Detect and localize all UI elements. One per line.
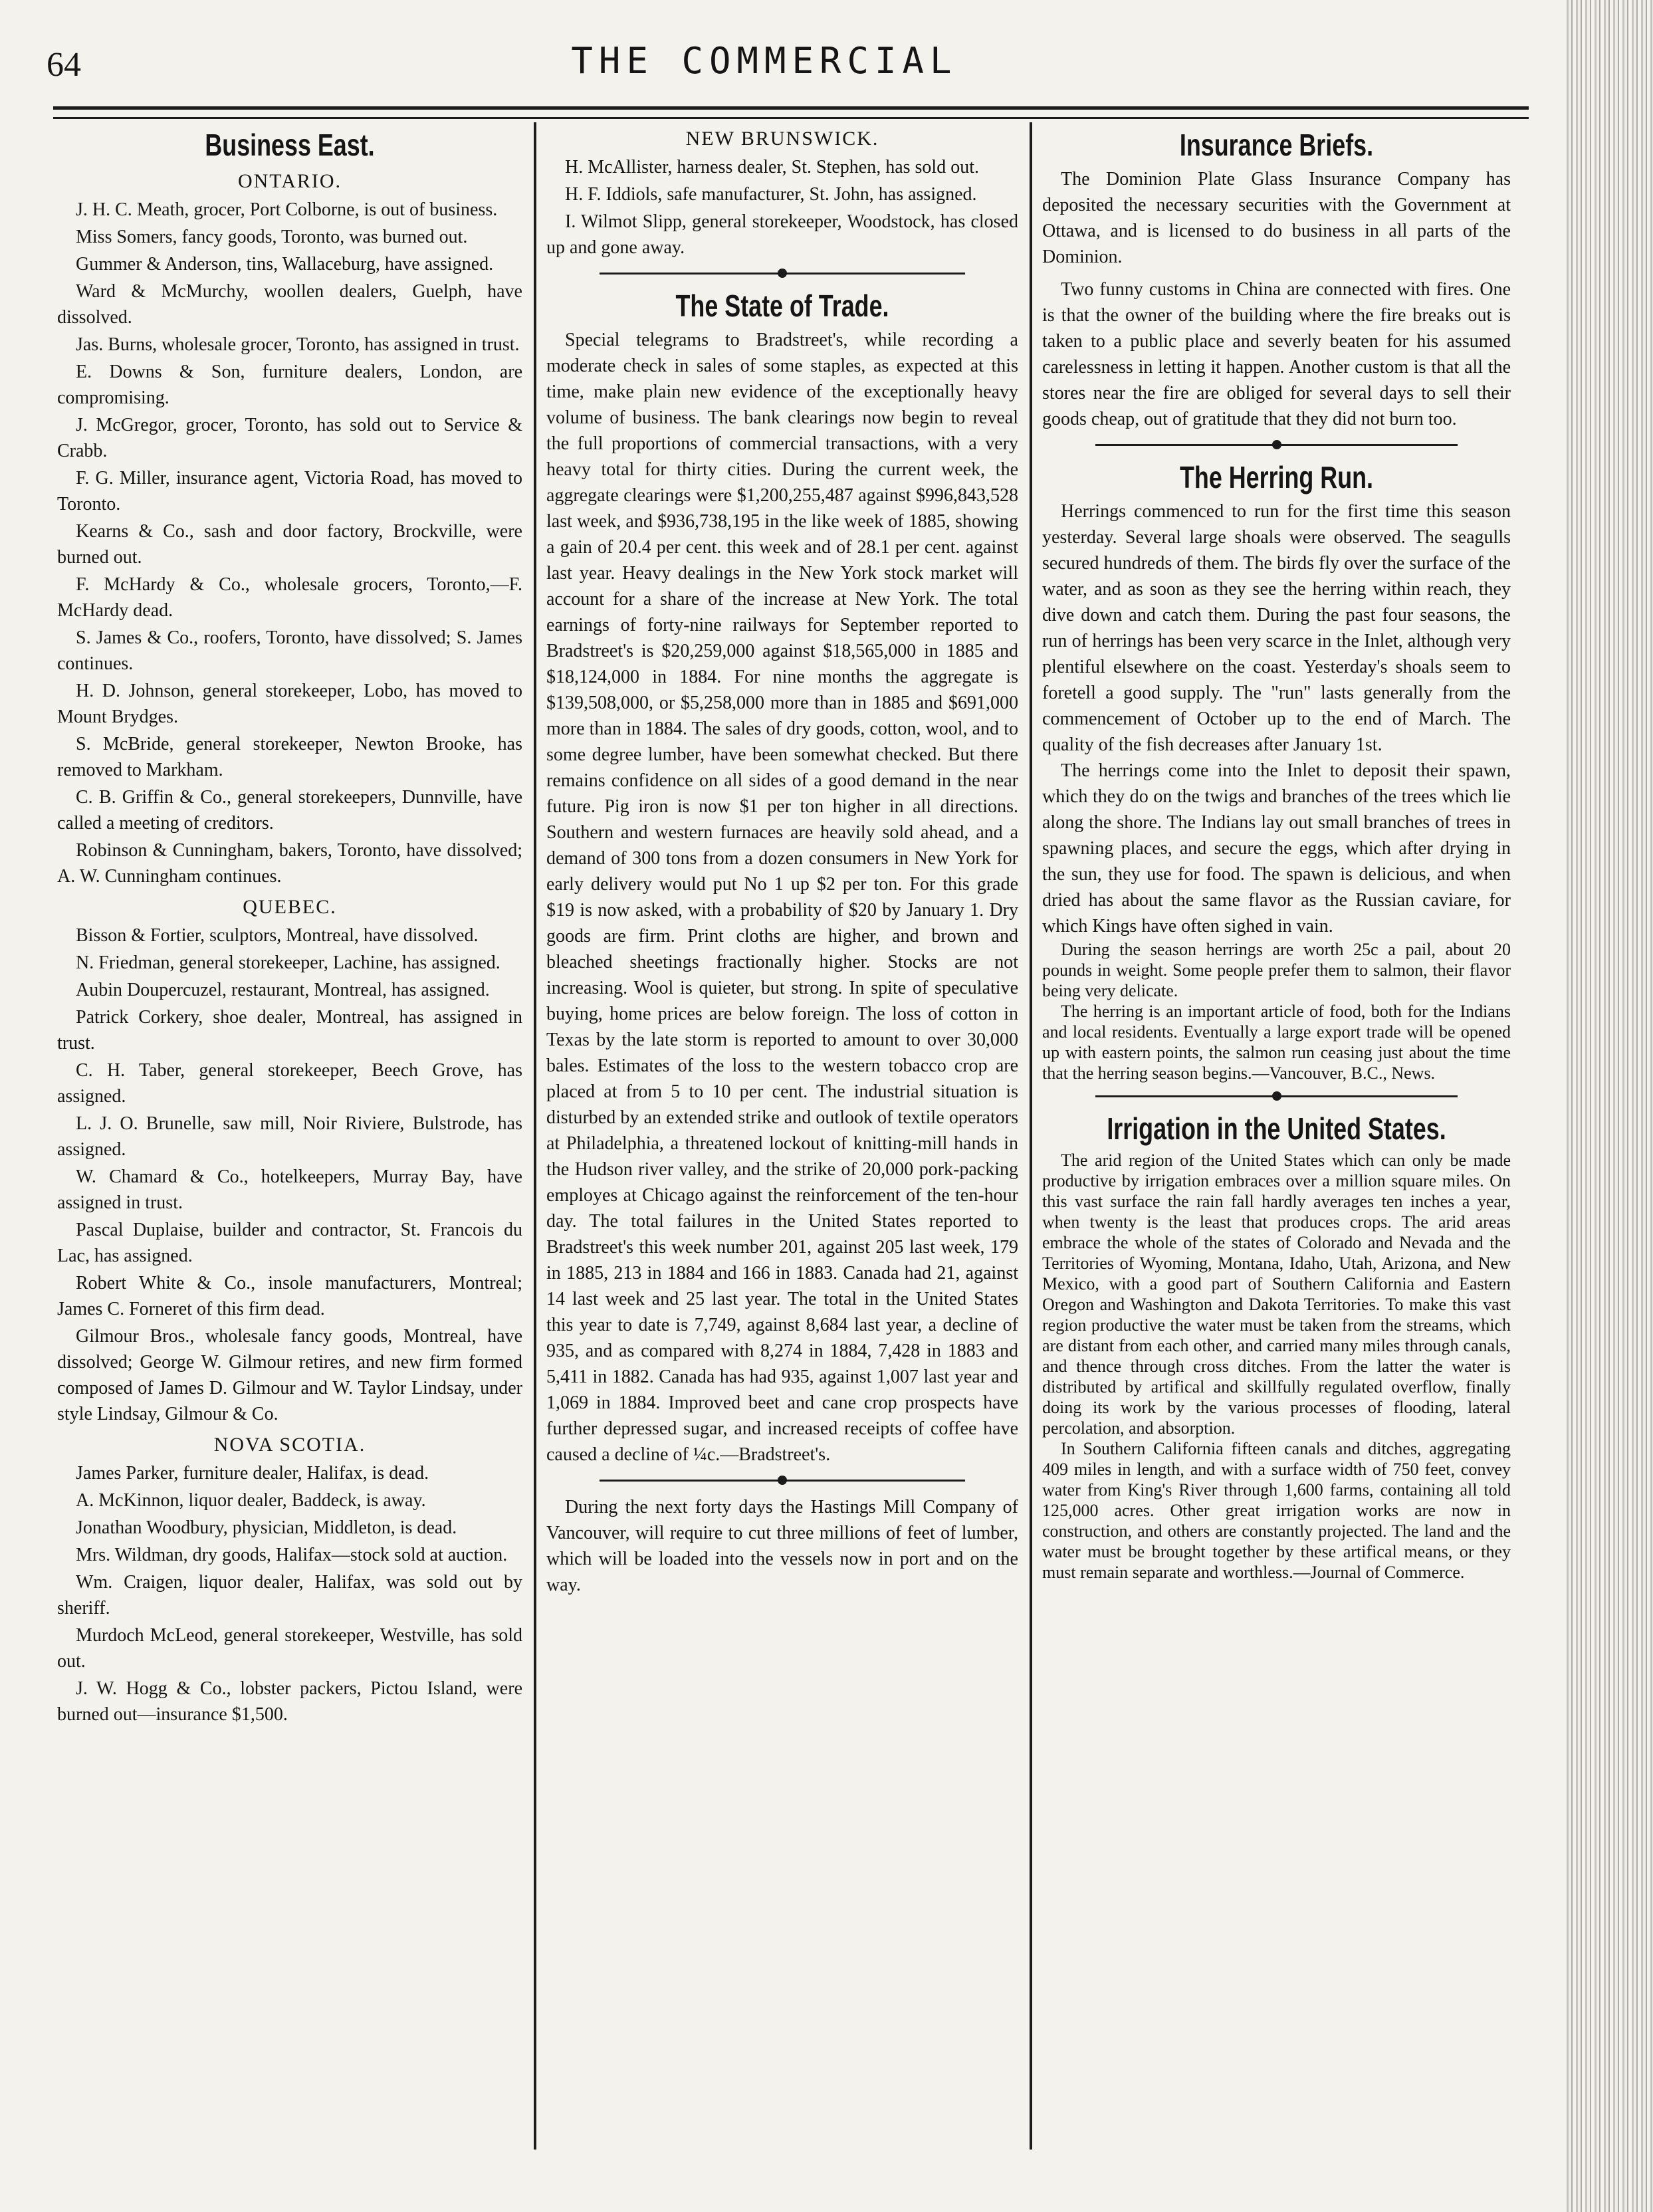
business-item: Aubin Doupercuzel, restaurant, Montreal, has assigned. [76, 980, 490, 1000]
new-brunswick-subheading: NEW BRUNSWICK. [685, 128, 879, 150]
business-item: Robinson & Cunningham, bakers, Toronto, have dissolved; A. W. Cunningham continues. [57, 840, 522, 887]
business-item: Wm. Craigen, liquor dealer, Halifax, was sold out by sheriff. [57, 1572, 522, 1618]
column-rule-right [1030, 122, 1032, 2150]
business-item: L. J. O. Brunelle, saw mill, Noir Riviere, Bulstrode, has assigned. [57, 1113, 522, 1160]
business-item: F. G. Miller, insurance agent, Victoria Road, has moved to Toronto. [57, 468, 522, 514]
herring-paragraph: The herrings come into the Inlet to deposit their spawn, which they do on the twigs and branches of the trees which lie along the shore. The Indians lay out small branches of trees in spawning places, and secure the eggs, which after drying in the sun, they use for food. The spawn is delicious, and when dried has about the same flavor as the Russian caviare, for which Kings have often sighed in vain. [1042, 760, 1511, 937]
business-item: A. McKinnon, liquor dealer, Baddeck, is away. [76, 1490, 426, 1511]
section-divider [600, 1472, 965, 1490]
business-item: Miss Somers, fancy goods, Toronto, was burned out. [76, 227, 468, 247]
business-item: Jonathan Woodbury, physician, Middleton, is dead. [76, 1517, 457, 1538]
business-item: H. McAllister, harness dealer, St. Stephen, has sold out. [565, 157, 979, 177]
business-item: C. H. Taber, general storekeeper, Beech Grove, has assigned. [57, 1060, 522, 1107]
column-trade [546, 126, 1018, 1598]
business-item: Patrick Corkery, shoe dealer, Montreal, has assigned in trust. [57, 1007, 522, 1053]
ontario-subheading: ONTARIO. [237, 170, 342, 192]
irrigation-heading: Irrigation in the United States. [1107, 1111, 1446, 1146]
column-briefs [1042, 126, 1511, 1583]
business-item: J. H. C. Meath, grocer, Port Colborne, is out of business. [76, 199, 498, 220]
business-item: H. F. Iddiols, safe manufacturer, St. John, has assigned. [565, 184, 977, 205]
hastings-mill-paragraph: During the next forty days the Hastings Mill Company of Vancouver, will require to cut three millions of feet of lumber, which will be loaded into the vessels now in port and on the way. [546, 1497, 1018, 1595]
business-item: James Parker, furniture dealer, Halifax, is dead. [76, 1463, 429, 1484]
business-item: F. McHardy & Co., wholesale grocers, Toronto,—F. McHardy dead. [57, 574, 522, 621]
scan-edge-texture [1567, 0, 1653, 2212]
insurance-briefs-heading: Insurance Briefs. [1179, 128, 1374, 162]
business-item: Murdoch McLeod, general storekeeper, Westville, has sold out. [57, 1625, 522, 1672]
business-item: Ward & McMurchy, woollen dealers, Guelph, have dissolved. [57, 281, 522, 328]
section-divider [1095, 1087, 1458, 1106]
business-item: J. W. Hogg & Co., lobster packers, Pictou Island, were burned out—insurance $1,500. [57, 1678, 522, 1725]
insurance-paragraph: The Dominion Plate Glass Insurance Company has deposited the necessary securities with the Government at Ottawa, and is licensed to do business in all parts of the Dominion. [1042, 169, 1511, 267]
irrigation-paragraph: In Southern California fifteen canals and ditches, aggregating 409 miles in length, and with a surface width of 750 feet, convey water from King's River through 1,600 farms, containing all told 125,000 acres. Other great irrigation works are now in construction, and others are constantly projected. The land and the water must be brought together by these artifical means, or they must remain separate and worthless.—Journal of Commerce. [1042, 1439, 1511, 1582]
masthead-rule-thin [53, 117, 1529, 119]
business-item: Kearns & Co., sash and door factory, Brockville, were burned out. [57, 521, 522, 568]
business-east-heading: Business East. [205, 128, 375, 162]
business-item: C. B. Griffin & Co., general storekeepers, Dunnville, have called a meeting of creditors. [57, 787, 522, 833]
business-item: H. D. Johnson, general storekeeper, Lobo, has moved to Mount Brydges. [57, 681, 522, 727]
business-item: W. Chamard & Co., hotelkeepers, Murray Bay, have assigned in trust. [57, 1166, 522, 1213]
section-divider [600, 265, 965, 283]
business-item: Pascal Duplaise, builder and contractor, St. Francois du Lac, has assigned. [57, 1220, 522, 1266]
state-of-trade-body: Special telegrams to Bradstreet's, while recording a moderate check in sales of some staples, as expected at this time, make plain new evidence of the exceptionally heavy volume of business. The bank clearings now begin to reveal the full proportions of commercial transactions, with a very heavy total for thirty cities. During the current week, the aggregate clearings were $1,200,255,487 against $996,843,528 last week, and $936,738,195 in the like week of 1885, showing a gain of 20.4 per cent. this week and of 28.1 per cent. against last year. Heavy dealings in the New York stock market will account for a share of the increase at New York. The total earnings of forty-nine railways for September reported to Bradstreet's is $20,259,000 against $18,565,000 in 1885 and $18,124,000 in 1884. For nine months the aggregate is $139,508,000, or $5,258,000 more than in 1885 and $691,000 more than in 1884. The sales of dry goods, cotton, wool, and to some degree lumber, have been somewhat checked. But there remains confidence on all sides of a good demand in the near future. Pig iron is now $1 per ton higher in all directions. Southern and western furnaces are heavily sold ahead, and a demand of 300 tons from a dozen consumers in New York for early delivery would put No 1 up $2 per ton. For this grade $19 is now asked, with a probability of $20 by January 1. Dry goods are firm. Print cloths are higher, and brown and bleached sheetings fractionally higher. Stocks are not increasing. Wool is quieter, but strong. In spite of speculative buying, home prices are below foreign. The loss of cotton in Texas by the late storm is reported to amount to over 30,000 bales. Estimates of the loss to the western tobacco crop are placed at from 5 to 10 per cent. The industrial situation is disturbed by an extended strike and outlook of textile operators at Philadelphia, a threatened lockout of knitting-mill hands in the Hudson river valley, and the strike of 20,000 pork-packing employes at Chicago against the reinforcement of the ten-hour day. The total failures in the United States reported to Bradstreet's this week number 201, against 205 last week, 179 in 1885, 213 in 1884 and 166 in 1883. Canada had 21, against 14 last week and 25 last year. The total in the United States this year to date is 7,749, against 8,684 last year, a decline of 935, and as compared with 8,274 in 1884, 7,428 in 1883 and 5,411 in 1882. Canada has had 935, against 1,007 last year and 1,069 in 1884. Improved beet and cane crop prospects have further depressed sugar, and increased receipts of coffee have caused a decline of ¼c.—Bradstreet's. [546, 330, 1018, 1465]
column-rule-left [534, 122, 536, 2150]
herring-paragraph: During the season herrings are worth 25c a pail, about 20 pounds in weight. Some people prefer them to salmon, their flavor being very delicate. [1042, 940, 1511, 1000]
business-item: S. McBride, general storekeeper, Newton Brooke, has removed to Markham. [57, 734, 522, 780]
business-item: J. McGregor, grocer, Toronto, has sold out to Service & Crabb. [57, 415, 522, 461]
business-item: I. Wilmot Slipp, general storekeeper, Woodstock, has closed up and gone away. [546, 211, 1018, 258]
business-item: N. Friedman, general storekeeper, Lachine, has assigned. [76, 952, 500, 973]
business-item: Robert White & Co., insole manufacturers, Montreal; James C. Forneret of this firm dead. [57, 1273, 522, 1319]
section-divider [1095, 436, 1458, 455]
insurance-paragraph: Two funny customs in China are connected with fires. One is that the owner of the building where the fire breaks out is taken to a public place and severly beaten for his assumed carelessness in letting it happen. Another custom is that all the stores near the fire are obliged for several days to sell their goods cheap, out of gratitude that they did not burn too. [1042, 279, 1511, 429]
masthead-title: THE COMMERCIAL [571, 40, 958, 82]
business-item: Gilmour Bros., wholesale fancy goods, Montreal, have dissolved; George W. Gilmour retires, and new firm formed composed of James D. Gilmour and W. Taylor Lindsay, under style Lindsay, Gilmour & Co. [57, 1326, 522, 1424]
business-item: Jas. Burns, wholesale grocer, Toronto, has assigned in trust. [76, 334, 520, 355]
herring-paragraph: The herring is an important article of food, both for the Indians and local residents. Eventually a large export trade will be opened up with eastern points, the salmon run ceasing just about the time that the herring season begins.—Vancouver, B.C., News. [1042, 1002, 1511, 1083]
business-item: Gummer & Anderson, tins, Wallaceburg, have assigned. [76, 254, 494, 275]
herring-run-heading: The Herring Run. [1179, 460, 1374, 495]
masthead-rule-thick [53, 106, 1529, 110]
irrigation-paragraph: The arid region of the United States which can only be made productive by irrigation embraces over a million square miles. On this vast surface the rain fall hardly averages ten inches a year, when twenty is the least that produces crops. The arid areas embrace the whole of the states of Colorado and Nevada and the Territories of Wyoming, Montana, Idaho, Utah, Arizona, and New Mexico, with a good part of Southern California and Eastern Oregon and Washington and Dakota Territories. To make this vast region productive the water must be taken from the streams, which are distant from each other, and carried many miles through canals, and thence through cross ditches. From the latter the water is distributed by artifical and skillfully regulated overflow, finally doing its work by the various processes of flooding, lateral percolation, and absorption. [1042, 1151, 1511, 1438]
herring-paragraph: Herrings commenced to run for the first time this season yesterday. Several large shoals were observed. The seagulls secured hundreds of them. The birds fly over the surface of the water, and as soon as they see the herring within reach, they dive down and catch them. During the past four seasons, the run of herrings has been very scarce in the Inlet, although very plentiful elsewhere on the coast. Yesterday's shoals seem to foretell a good supply. The "run" lasts generally from the commencement of October up to the end of March. The quality of the fish decreases after January 1st. [1042, 501, 1511, 755]
page-number: 64 [47, 46, 81, 84]
column-business-east [57, 126, 522, 1729]
business-item: E. Downs & Son, furniture dealers, London, are compromising. [57, 362, 522, 408]
business-item: Mrs. Wildman, dry goods, Halifax—stock sold at auction. [76, 1545, 508, 1565]
business-item: S. James & Co., roofers, Toronto, have dissolved; S. James continues. [57, 627, 522, 674]
business-item: Bisson & Fortier, sculptors, Montreal, have dissolved. [76, 925, 479, 946]
state-of-trade-heading: The State of Trade. [675, 288, 889, 323]
nova-scotia-subheading: NOVA SCOTIA. [213, 1434, 366, 1456]
quebec-subheading: QUEBEC. [243, 896, 337, 918]
